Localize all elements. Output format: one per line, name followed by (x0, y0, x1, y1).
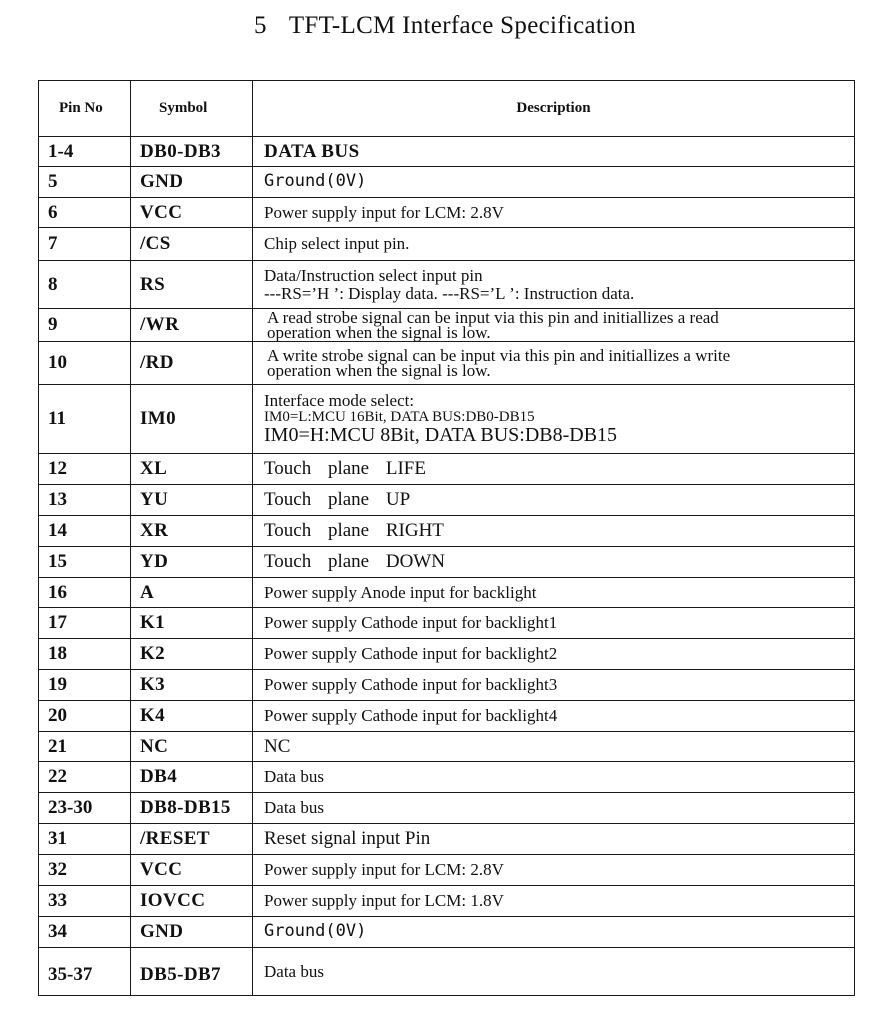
description-line: Data bus (264, 767, 324, 787)
description-line: IM0=H:MCU 8Bit, DATA BUS:DB8-DB15 (264, 424, 618, 447)
pin-no-cell: 10 (39, 342, 131, 385)
section-number: 5 (254, 12, 267, 39)
section-title: TFT-LCM Interface Specification (288, 12, 636, 39)
description-line: Data/Instruction select input pin (264, 265, 483, 285)
pin-no-cell: 11 (39, 385, 131, 454)
description-line: Power supply Cathode input for backlight2 (264, 644, 558, 664)
pin-no-cell: 34 (39, 917, 131, 948)
description-cell (253, 228, 855, 261)
table-header-row (39, 81, 855, 137)
pin-no-cell: 21 (39, 732, 131, 762)
pin-no-cell: 17 (39, 608, 131, 639)
pin-no-cell: 18 (39, 639, 131, 670)
description-line: Power supply input for LCM: 2.8V (264, 860, 504, 880)
description-line: Power supply Cathode input for backlight1 (264, 613, 558, 633)
description-line: Power supply Cathode input for backlight3 (264, 675, 558, 695)
description-cell (253, 793, 855, 824)
table-row (39, 516, 855, 547)
symbol-cell: XL (131, 454, 253, 485)
symbol-cell: IOVCC (131, 886, 253, 917)
table-row (39, 578, 855, 608)
description-line: A write strobe signal can be input via this pin and initiallizes a write (267, 345, 731, 365)
symbol-cell: GND (131, 917, 253, 948)
description-cell (253, 516, 855, 547)
pin-no-cell: 31 (39, 824, 131, 855)
symbol-cell: VCC (131, 198, 253, 228)
page-title (0, 12, 890, 40)
description-line: Power supply Cathode input for backlight4 (264, 706, 558, 726)
table-row (39, 454, 855, 485)
description-cell (253, 948, 855, 996)
description-cell (253, 886, 855, 917)
pin-no-cell: 5 (39, 167, 131, 198)
symbol-cell: K2 (131, 639, 253, 670)
pin-no-cell: 6 (39, 198, 131, 228)
table-row (39, 824, 855, 855)
description-cell (253, 547, 855, 578)
table-row (39, 228, 855, 261)
description-cell (253, 701, 855, 732)
table-row (39, 762, 855, 793)
pin-no-cell: 19 (39, 670, 131, 701)
table-row (39, 137, 855, 167)
symbol-cell: IM0 (131, 385, 253, 454)
description-line: A read strobe signal can be input via this pin and initiallizes a read (267, 307, 719, 327)
table-row (39, 608, 855, 639)
table-row (39, 261, 855, 309)
description-line: Power supply input for LCM: 1.8V (264, 891, 504, 911)
description-line: Data bus (264, 798, 324, 818)
pin-no-cell: 35-37 (39, 948, 131, 996)
description-cell (253, 762, 855, 793)
description-line: Touch plane UP (264, 489, 411, 511)
table-row (39, 385, 855, 454)
symbol-cell: /RESET (131, 824, 253, 855)
table-body (39, 137, 855, 996)
table-row (39, 309, 855, 342)
description-line: NC (264, 735, 291, 757)
table-row (39, 547, 855, 578)
description-cell (253, 608, 855, 639)
pin-no-cell: 23-30 (39, 793, 131, 824)
symbol-cell: /RD (131, 342, 253, 385)
table-row (39, 485, 855, 516)
table-row (39, 342, 855, 385)
description-line: Interface mode select: (264, 390, 415, 410)
pin-no-cell: 22 (39, 762, 131, 793)
symbol-cell: YU (131, 485, 253, 516)
description-line: Touch plane DOWN (264, 551, 445, 573)
description-line: Data bus (264, 961, 324, 981)
interface-spec-table (38, 80, 855, 996)
pin-no-cell: 14 (39, 516, 131, 547)
description-cell (253, 137, 855, 167)
description-line: Ground(0V) (264, 171, 367, 192)
symbol-cell: YD (131, 547, 253, 578)
pin-no-cell: 16 (39, 578, 131, 608)
description-cell (253, 670, 855, 701)
pin-no-cell: 13 (39, 485, 131, 516)
description-cell (253, 454, 855, 485)
description-cell (253, 167, 855, 198)
symbol-cell: K4 (131, 701, 253, 732)
description-line: DATA BUS (264, 140, 360, 162)
symbol-cell: RS (131, 261, 253, 309)
table-row (39, 917, 855, 948)
description-cell (253, 385, 855, 454)
description-cell (253, 309, 855, 342)
symbol-cell: GND (131, 167, 253, 198)
pin-no-cell: 20 (39, 701, 131, 732)
pin-no-cell: 12 (39, 454, 131, 485)
description-cell (253, 732, 855, 762)
table-row (39, 948, 855, 996)
table-row (39, 701, 855, 732)
pin-no-cell: 32 (39, 855, 131, 886)
symbol-cell: DB5-DB7 (131, 948, 253, 996)
symbol-cell: A (131, 578, 253, 608)
description-cell (253, 342, 855, 385)
table-row (39, 793, 855, 824)
pin-no-cell: 8 (39, 261, 131, 309)
description-cell (253, 824, 855, 855)
description-cell (253, 198, 855, 228)
table-row (39, 167, 855, 198)
header-symbol: Symbol (131, 81, 253, 137)
symbol-cell: NC (131, 732, 253, 762)
table-row (39, 198, 855, 228)
description-line: ---RS=’H ’: Display data. ---RS=’L ’: Instruction data. (264, 283, 635, 303)
description-cell (253, 485, 855, 516)
pin-no-cell: 7 (39, 228, 131, 261)
table-row (39, 855, 855, 886)
pin-no-cell: 9 (39, 309, 131, 342)
symbol-cell: /WR (131, 309, 253, 342)
description-line: Chip select input pin. (264, 234, 410, 254)
description-cell (253, 639, 855, 670)
description-cell (253, 261, 855, 309)
table-row (39, 639, 855, 670)
description-line: Touch plane RIGHT (264, 520, 444, 542)
description-line: operation when the signal is low. (267, 361, 491, 380)
description-line: Ground(0V) (264, 921, 367, 942)
header-description: Description (253, 81, 855, 137)
description-line: IM0=L:MCU 16Bit, DATA BUS:DB0-DB15 (264, 408, 535, 425)
pin-no-cell: 1-4 (39, 137, 131, 167)
pin-no-cell: 15 (39, 547, 131, 578)
table-row (39, 886, 855, 917)
symbol-cell: XR (131, 516, 253, 547)
description-line: operation when the signal is low. (267, 323, 491, 342)
symbol-cell: K1 (131, 608, 253, 639)
symbol-cell: DB0-DB3 (131, 137, 253, 167)
description-cell (253, 578, 855, 608)
pin-no-cell: 33 (39, 886, 131, 917)
description-cell (253, 855, 855, 886)
table-row (39, 670, 855, 701)
description-line: Reset signal input Pin (264, 828, 431, 850)
description-cell (253, 917, 855, 948)
description-line: Power supply Anode input for backlight (264, 582, 537, 602)
header-pin-no: Pin No (39, 81, 131, 137)
symbol-cell: DB8-DB15 (131, 793, 253, 824)
description-line: Power supply input for LCM: 2.8V (264, 202, 504, 222)
symbol-cell: DB4 (131, 762, 253, 793)
description-line: Touch plane LIFE (264, 458, 426, 480)
symbol-cell: VCC (131, 855, 253, 886)
symbol-cell: K3 (131, 670, 253, 701)
table-row (39, 732, 855, 762)
symbol-cell: /CS (131, 228, 253, 261)
